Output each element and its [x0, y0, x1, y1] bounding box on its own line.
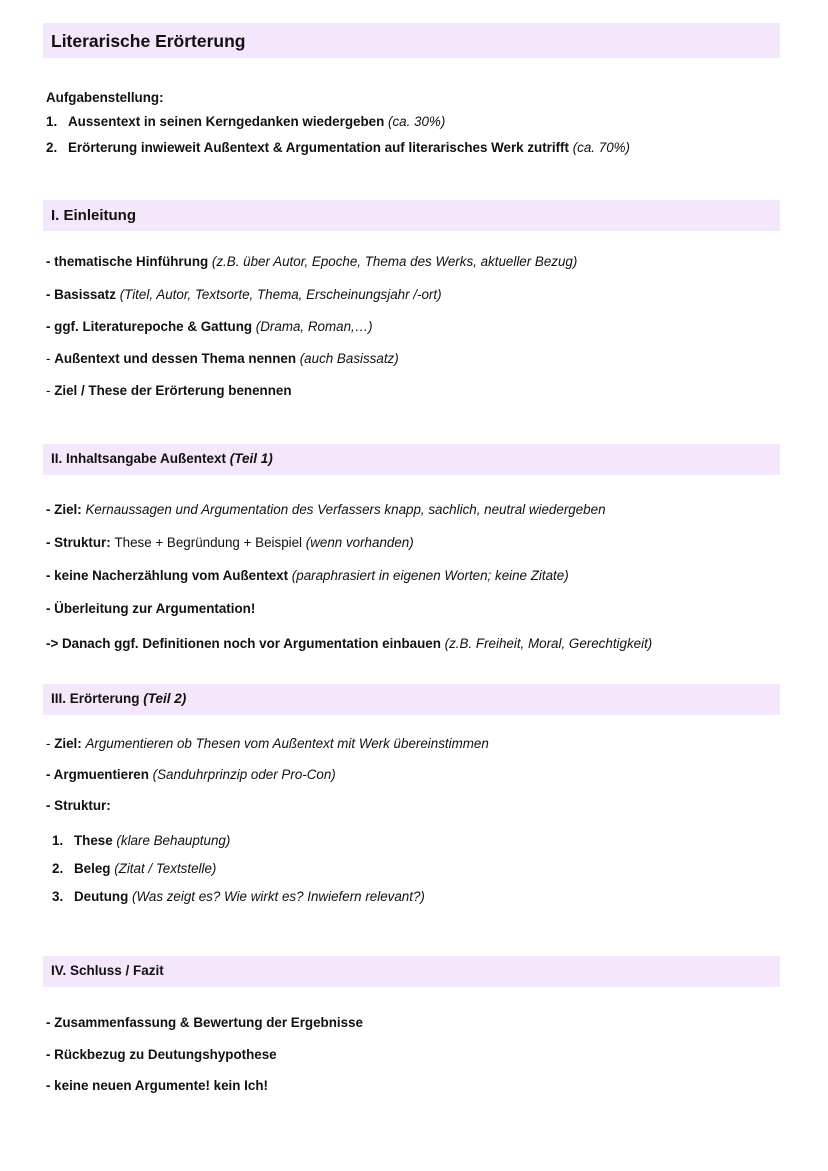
- text-segment: - Struktur:: [46, 798, 111, 813]
- text-segment: (z.B. über Autor, Epoche, Thema des Werks, aktueller Bezug): [211, 254, 578, 269]
- section-line: [52, 861, 216, 877]
- text-segment: -: [46, 383, 55, 398]
- section-heading: [51, 963, 164, 978]
- text-segment: These + Begründung + Beispiel: [114, 535, 306, 550]
- section-line: [46, 568, 569, 584]
- section-line: [46, 1047, 277, 1063]
- section-line: [46, 502, 606, 518]
- text-segment: (auch Basissatz): [299, 351, 399, 366]
- text-segment: - keine Nacherzählung vom Außentext: [46, 568, 292, 583]
- text-segment: - Rückbezug zu Deutungshypothese: [46, 1047, 277, 1062]
- section-line: [46, 601, 255, 617]
- text-segment: (ca. 70%): [572, 140, 631, 155]
- list-number: 1.: [46, 114, 58, 129]
- text-segment: (z.B. Freiheit, Moral, Gerechtigkeit): [444, 636, 653, 651]
- text-segment: Argumentieren ob Thesen vom Außentext mit Werk übereinstimmen: [85, 736, 489, 751]
- section-header: [43, 684, 780, 715]
- section-line: [52, 833, 230, 849]
- text-segment: Aussentext in seinen Kerngedanken wiedergeben: [68, 114, 388, 129]
- text-segment: (Zitat / Textstelle): [114, 861, 217, 876]
- section-line: [46, 287, 442, 303]
- task-label: Aufgabenstellung:: [46, 90, 164, 105]
- text-segment: Erörterung inwieweit Außentext & Argumentation auf literarisches Werk zutrifft: [68, 140, 573, 155]
- text-segment: (Drama, Roman,…): [255, 319, 373, 334]
- section-line: [46, 1078, 268, 1094]
- text-segment: (klare Behauptung): [116, 833, 231, 848]
- text-segment: Ziel:: [54, 736, 86, 751]
- text-segment: - Struktur:: [46, 535, 115, 550]
- text-segment: - ggf. Literaturepoche & Gattung: [46, 319, 256, 334]
- text-segment: Kernaussagen und Argumentation des Verfassers knapp, sachlich, neutral wiedergeben: [85, 502, 606, 517]
- section-heading: [51, 207, 136, 224]
- section-line: [46, 319, 373, 335]
- text-segment: -: [46, 351, 55, 366]
- text-segment: These: [74, 833, 117, 848]
- text-segment: (Titel, Autor, Textsorte, Thema, Erscheinungsjahr /-ort): [119, 287, 442, 302]
- section-heading: [51, 451, 273, 466]
- text-segment: - Ziel:: [46, 502, 86, 517]
- text-segment: Außentext und dessen Thema nennen: [54, 351, 300, 366]
- text-segment: - keine neuen Argumente! kein Ich!: [46, 1078, 268, 1093]
- text-segment: Deutung: [74, 889, 133, 904]
- list-number: 3.: [52, 889, 64, 904]
- task-item: [46, 140, 630, 156]
- section-header: [43, 200, 780, 231]
- text-segment: (Teil 1): [229, 451, 273, 466]
- text-segment: III. Erörterung: [51, 691, 144, 706]
- text-segment: - thematische Hinführung: [46, 254, 212, 269]
- document-title: Literarische Erörterung: [51, 31, 246, 51]
- section-line: [46, 767, 336, 783]
- section-header: [43, 956, 780, 987]
- text-segment: (wenn vorhanden): [305, 535, 414, 550]
- text-segment: (paraphrasiert in eigenen Worten; keine Zitate): [291, 568, 569, 583]
- text-segment: Ziel / These der Erörterung benennen: [54, 383, 292, 398]
- text-segment: -> Danach ggf. Definitionen noch vor Argumentation einbauen: [46, 636, 445, 651]
- list-number: 2.: [52, 861, 64, 876]
- text-segment: II. Inhaltsangabe Außentext: [51, 451, 230, 466]
- text-segment: - Basissatz: [46, 287, 120, 302]
- text-segment: -: [46, 736, 55, 751]
- text-segment: - Argmuentieren: [46, 767, 153, 782]
- section-header: [43, 444, 780, 475]
- section-line: [46, 351, 399, 367]
- section-line: [46, 383, 292, 399]
- text-segment: - Überleitung zur Argumentation!: [46, 601, 256, 616]
- section-line: [46, 736, 489, 752]
- section-line: [46, 636, 652, 652]
- text-segment: (Sanduhrprinzip oder Pro-Con): [152, 767, 336, 782]
- list-number: 1.: [52, 833, 64, 848]
- section-line: [46, 798, 111, 814]
- section-line: [46, 535, 414, 551]
- text-segment: I. Einleitung: [51, 207, 136, 224]
- text-segment: - Zusammenfassung & Bewertung der Ergebnisse: [46, 1015, 363, 1030]
- section-line: [46, 1015, 363, 1031]
- section-heading: [51, 691, 186, 706]
- section-line: [52, 889, 425, 905]
- task-item: [46, 114, 445, 130]
- text-segment: IV. Schluss / Fazit: [51, 963, 164, 978]
- list-number: 2.: [46, 140, 58, 155]
- section-line: [46, 254, 577, 270]
- document-title-bar: [43, 23, 780, 58]
- text-segment: Beleg: [74, 861, 115, 876]
- text-segment: (ca. 30%): [387, 114, 446, 129]
- text-segment: (Was zeigt es? Wie wirkt es? Inwiefern relevant?): [132, 889, 425, 904]
- text-segment: (Teil 2): [143, 691, 187, 706]
